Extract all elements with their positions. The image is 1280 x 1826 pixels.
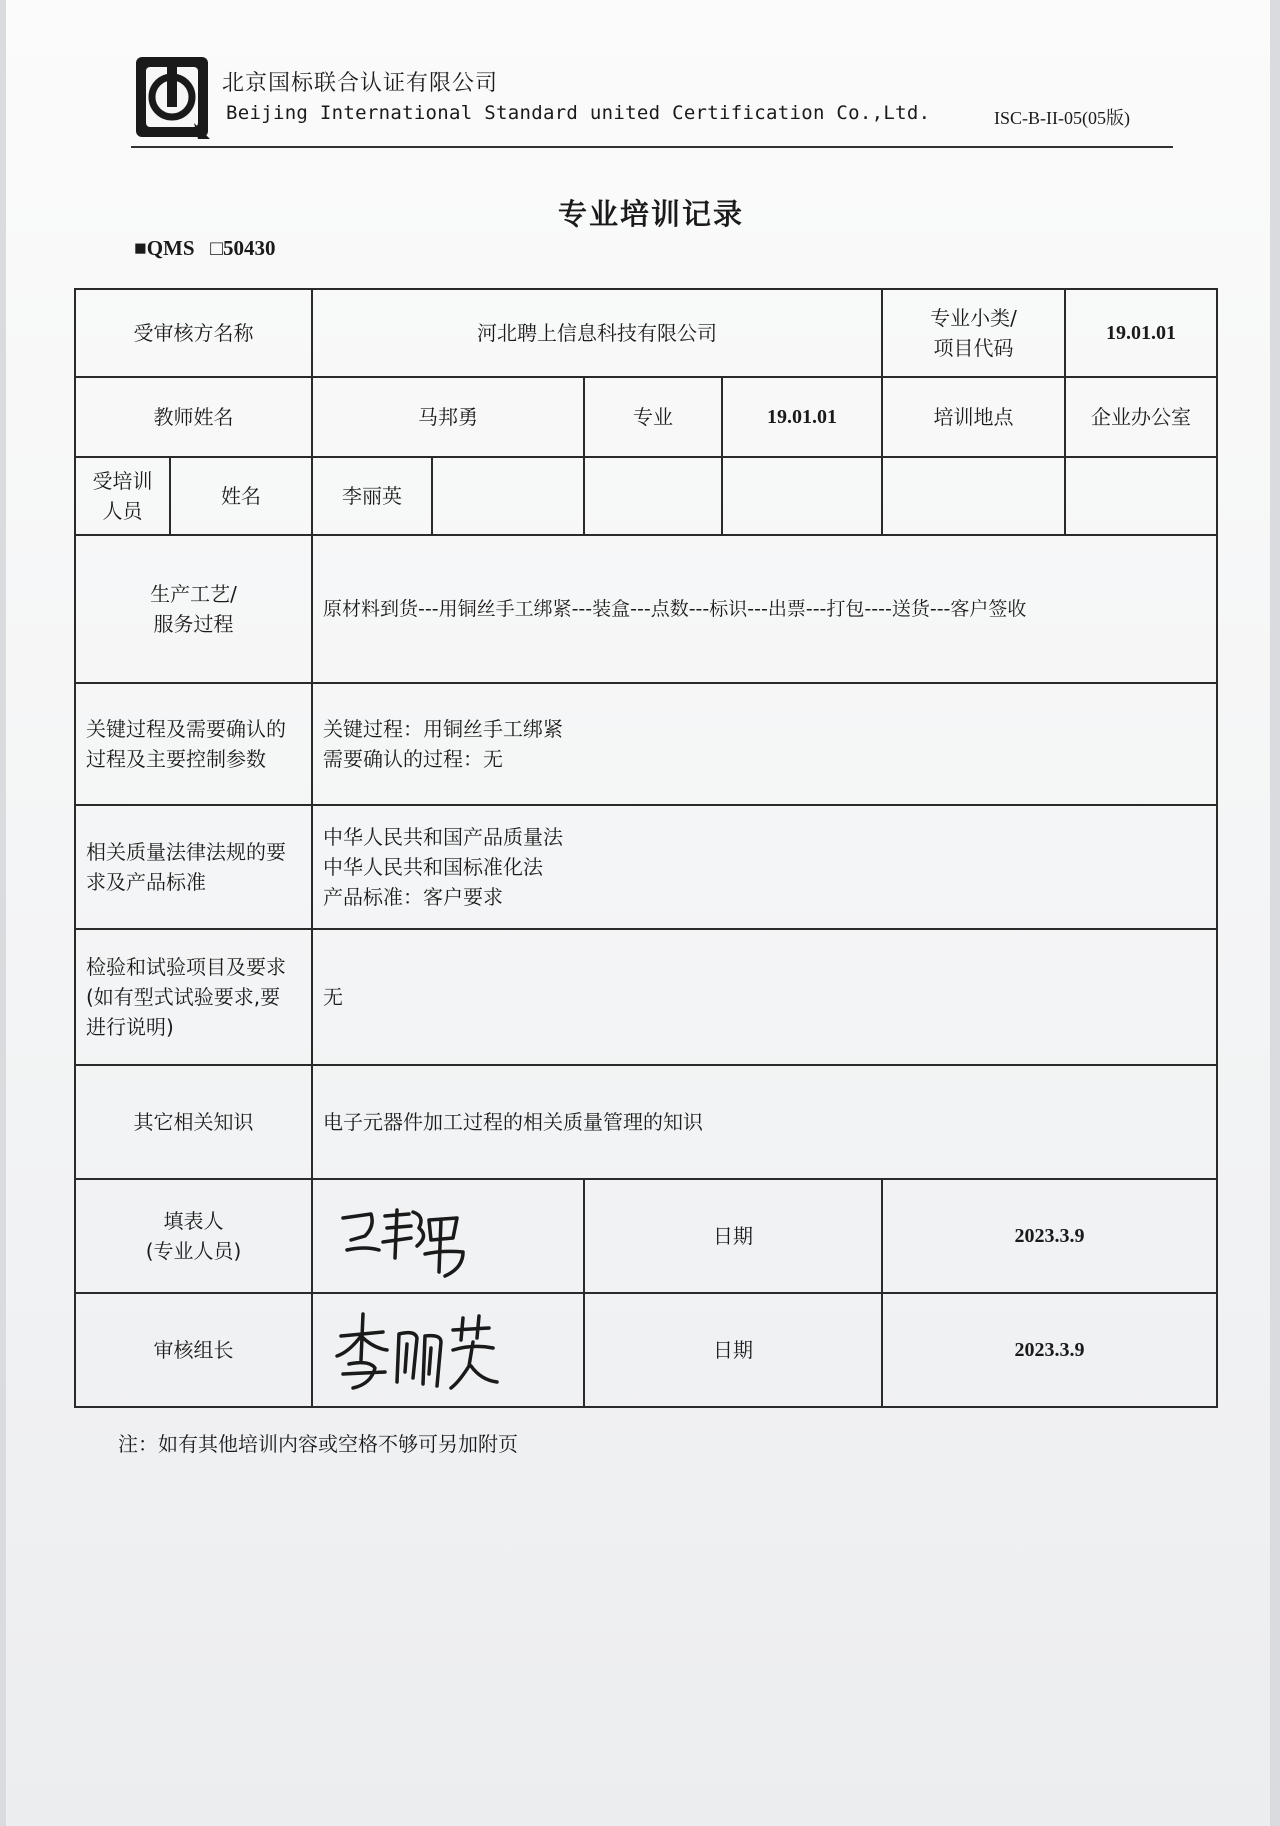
key-process-label [75, 683, 312, 805]
test-label-line1: 检验和试验项目及要求 [86, 955, 286, 979]
filler-signature [312, 1179, 584, 1293]
footnote: 注：如有其他培训内容或空格不够可另加附页 [118, 1432, 518, 1456]
major-value: 19.01.01 [722, 377, 882, 457]
filler-date-label: 日期 [584, 1179, 882, 1293]
teacher-label: 教师姓名 [75, 377, 312, 457]
filler-label [75, 1179, 312, 1293]
filler-date-value: 2023.3.9 [882, 1179, 1217, 1293]
other-checkbox: □ [210, 236, 223, 260]
name-label: 姓名 [170, 457, 312, 535]
scheme-checkboxes [134, 236, 275, 261]
trainee-row [75, 457, 1217, 535]
category-label [882, 289, 1065, 377]
other-knowledge-value: 电子元器件加工过程的相关质量管理的知识 [312, 1065, 1217, 1179]
law-row [75, 805, 1217, 929]
key-process-value [312, 683, 1217, 805]
leader-date-value: 2023.3.9 [882, 1293, 1217, 1407]
document-code: ISC-B-II-05(05版) [994, 108, 1130, 128]
category-label-line1: 专业小类/ [930, 306, 1017, 330]
leader-row [75, 1293, 1217, 1407]
test-value: 无 [312, 929, 1217, 1065]
page-title: 专业培训记录 [557, 197, 744, 231]
location-label: 培训地点 [882, 377, 1065, 457]
law-value [312, 805, 1217, 929]
bisc-logo-icon [134, 55, 214, 141]
leader-signature [312, 1293, 584, 1407]
leader-label: 审核组长 [75, 1293, 312, 1407]
key-process-line2: 需要确认的过程：无 [323, 747, 503, 771]
category-label-line2: 项目代码 [933, 336, 1014, 360]
trainee-name-5 [882, 457, 1065, 535]
process-row [75, 535, 1217, 683]
key-process-label-line2: 过程及主要控制参数 [86, 747, 266, 771]
filler-label-line2: (专业人员) [145, 1239, 242, 1263]
location-value: 企业办公室 [1065, 377, 1217, 457]
teacher-row [75, 377, 1217, 457]
trainee-name-4 [722, 457, 882, 535]
trainee-label [75, 457, 170, 535]
law-label-line1: 相关质量法律法规的要 [86, 840, 286, 864]
other-knowledge-row [75, 1065, 1217, 1179]
process-value: 原材料到货---用铜丝手工绑紧---装盒---点数---标识---出票---打包----送货---客户签收 [312, 535, 1217, 683]
law-line1: 中华人民共和国产品质量法 [323, 825, 563, 849]
leader-date-label: 日期 [584, 1293, 882, 1407]
document-sheet [6, 0, 1270, 1826]
filler-label-line1: 填表人 [163, 1209, 224, 1233]
auditee-row [75, 289, 1217, 377]
auditee-label: 受审核方名称 [75, 289, 312, 377]
process-label-line2: 服务过程 [153, 612, 234, 636]
test-label [75, 929, 312, 1065]
qms-label: QMS [146, 236, 195, 260]
training-record-table [74, 288, 1218, 1408]
company-name-cn: 北京国标联合认证有限公司 [222, 71, 499, 96]
filler-signature-image [313, 1180, 583, 1284]
header-rule [131, 146, 1173, 148]
qms-checkbox: ■ [134, 236, 147, 260]
major-label: 专业 [584, 377, 722, 457]
trainee-name-1: 李丽英 [312, 457, 432, 535]
category-value: 19.01.01 [1065, 289, 1217, 377]
test-label-line2: (如有型式试验要求,要 [86, 985, 281, 1009]
trainee-label-line2: 人员 [102, 499, 143, 523]
trainee-name-2 [432, 457, 584, 535]
teacher-value: 马邦勇 [312, 377, 584, 457]
leader-signature-image [313, 1294, 583, 1398]
auditee-value: 河北聘上信息科技有限公司 [312, 289, 882, 377]
key-process-line1: 关键过程：用铜丝手工绑紧 [323, 717, 563, 741]
law-line3: 产品标准：客户要求 [323, 885, 503, 909]
trainee-label-line1: 受培训 [92, 469, 153, 493]
key-process-label-line1: 关键过程及需要确认的 [86, 717, 286, 741]
test-label-line3: 进行说明) [86, 1015, 174, 1039]
law-label [75, 805, 312, 929]
trainee-name-6 [1065, 457, 1217, 535]
test-row [75, 929, 1217, 1065]
other-knowledge-label: 其它相关知识 [75, 1065, 312, 1179]
key-process-row [75, 683, 1217, 805]
law-line2: 中华人民共和国标准化法 [323, 855, 543, 879]
process-label [75, 535, 312, 683]
company-name-en: Beijing International Standard united Certification Co.,Ltd. [226, 102, 931, 124]
filler-row [75, 1179, 1217, 1293]
process-label-line1: 生产工艺/ [150, 582, 237, 606]
trainee-name-3 [584, 457, 722, 535]
other-label: 50430 [222, 236, 276, 260]
law-label-line2: 求及产品标准 [86, 870, 206, 894]
